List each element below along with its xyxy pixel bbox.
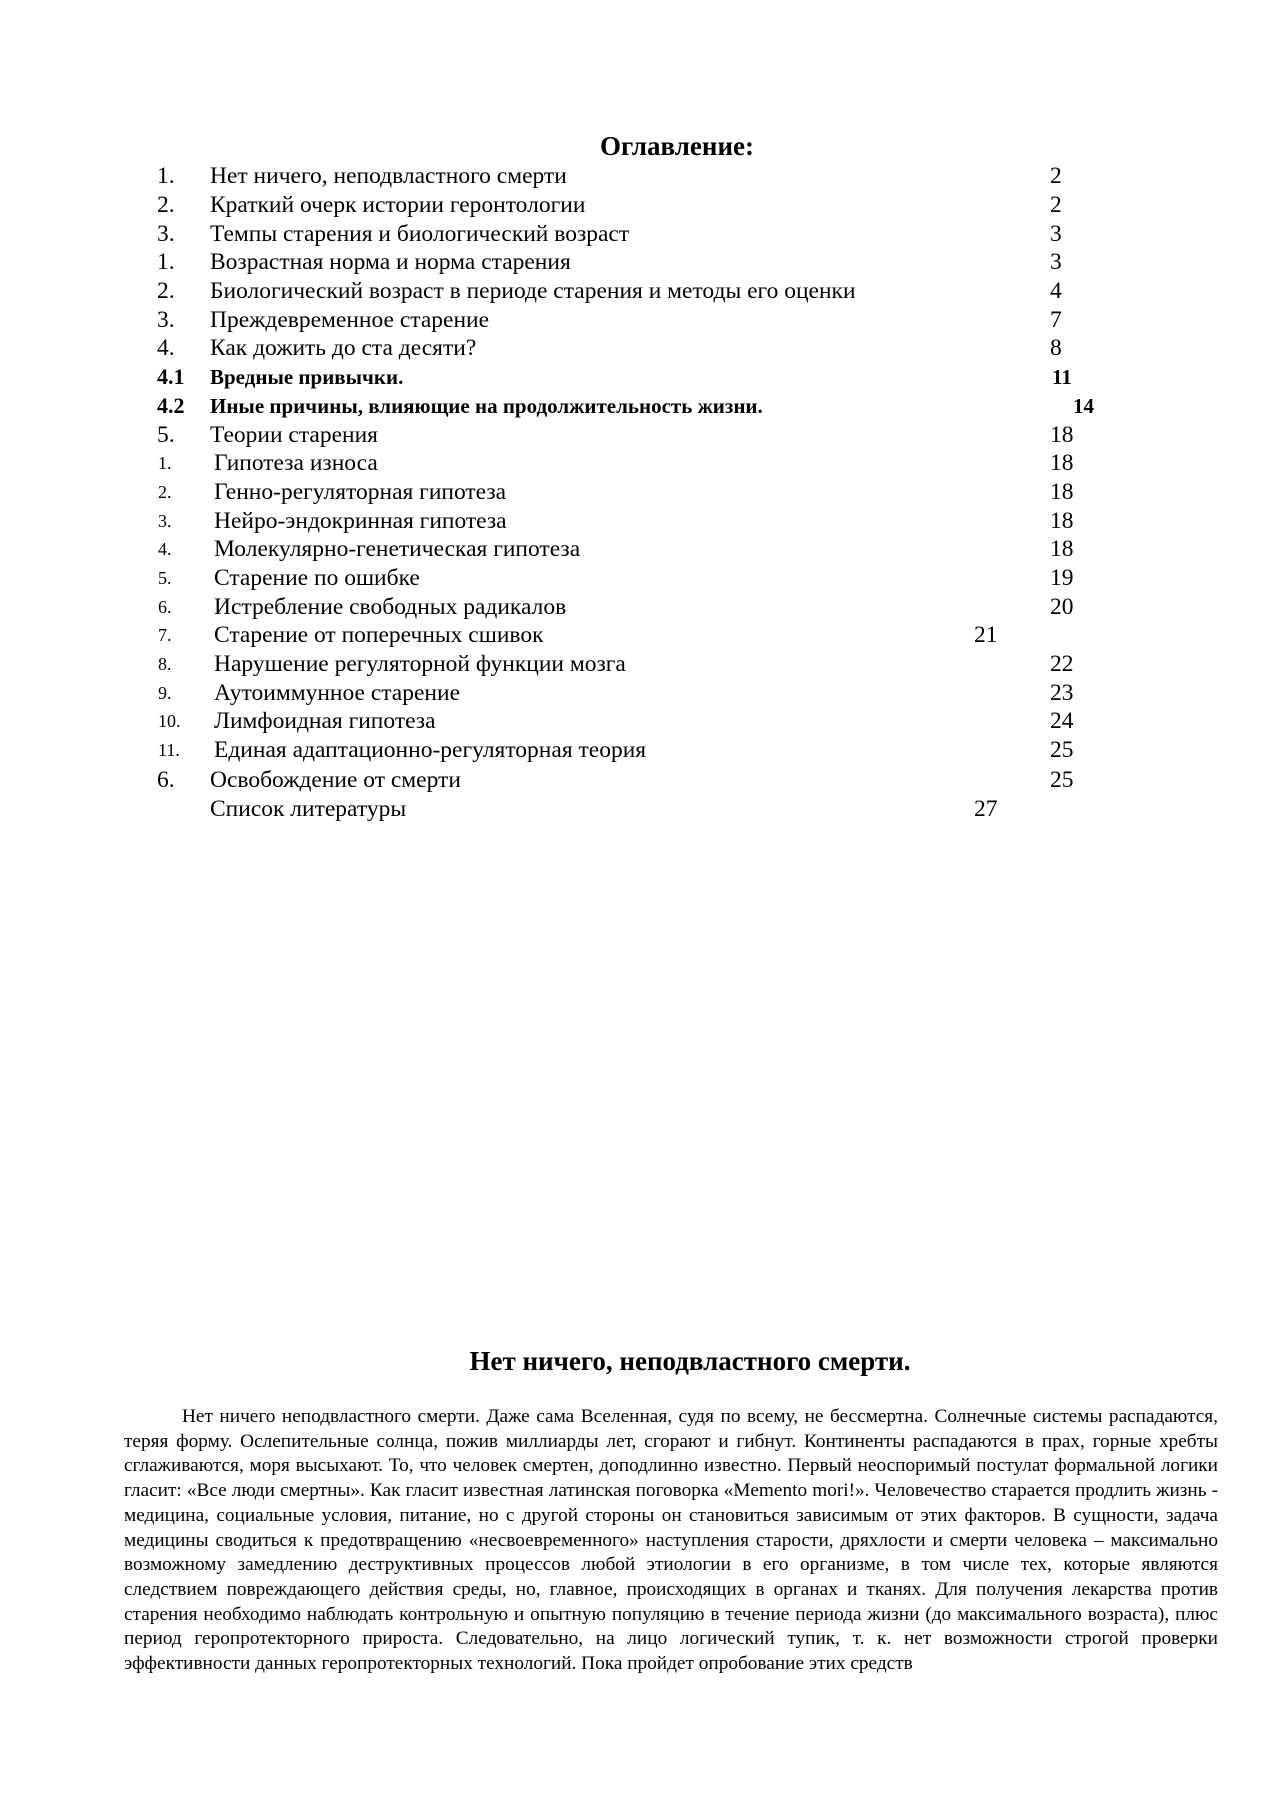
toc-entry-title: Нейро-эндокринная гипотеза [214, 508, 507, 534]
toc-entry-page: 2 [1050, 192, 1062, 218]
toc-entry-page: 3 [1050, 221, 1062, 247]
toc-entry-page: 22 [1050, 651, 1074, 677]
toc-entry-page: 3 [1050, 249, 1062, 275]
toc-entry-title: Возрастная норма и норма старения [210, 249, 571, 275]
toc-entry-title: Аутоиммунное старение [214, 680, 461, 706]
toc-entry-number: 7. [158, 625, 172, 645]
toc-entry-number: 2. [158, 482, 172, 502]
toc-entry-title: Освобождение от смерти [210, 767, 461, 793]
toc-entry-number: 4. [157, 335, 175, 361]
toc-entry-page: 27 [974, 796, 998, 822]
toc-entry-page: 7 [1050, 307, 1062, 333]
toc-entry-number: 6. [158, 597, 172, 617]
toc-entry-page: 18 [1050, 508, 1074, 534]
toc-entry-title: Список литературы [210, 796, 407, 822]
toc-entry-title: Старение от поперечных сшивок [214, 622, 544, 648]
toc-entry-page: 14 [1073, 394, 1094, 418]
toc-entry-number: 5. [157, 422, 175, 448]
toc-entry-number: 1. [157, 163, 175, 189]
toc-entry-title: Молекулярно-генетическая гипотеза [214, 536, 581, 562]
toc-entry-page: 2 [1050, 163, 1062, 189]
toc-entry-page: 18 [1050, 479, 1074, 505]
toc-entry-number: 3. [158, 511, 172, 531]
toc-entry-number: 9. [158, 683, 172, 703]
toc-entry-number: 10. [158, 711, 181, 731]
toc-entry-page: 18 [1050, 450, 1074, 476]
toc-entry-page: 24 [1050, 708, 1074, 734]
toc-entry-number: 1. [158, 453, 172, 473]
toc-entry-number: 2. [157, 278, 175, 304]
toc-entry-page: 4 [1050, 278, 1062, 304]
toc-entry-page: 25 [1050, 737, 1074, 763]
body-paragraph: Нет ничего неподвластного смерти. Даже сама Вселенная, судя по всему, не бессмертна. Солнечные системы распадаются, теряя форму. Ослепительные солнца, пожив миллиарды лет, сгорают и гибнут. Континенты распадаются в прах, горные хребты сглаживаются, моря высыхают. То, что человек смертен, доподлинно известно. Первый неоспоримый постулат формальной логики гласит: «Все люди смертны». Как гласит известная латинская поговорка «Memento mori!». Человечество старается продлить жизнь - медицина, социальные условия, питание, но с другой стороны он становиться зависимым от этих факторов. В сущности, задача медицины сводиться к предотвращению «несвоевременного» наступления старости, дряхлости и смерти человека – максимально возможному замедлению деструктивных процессов любой этиологии в его организме, в том числе тех, которые являются следствием повреждающего действия среды, но, главное, происходящих в органах и тканях. Для получения лекарства против старения необходимо наблюдать контрольную и опытную популяцию в течение периода жизни (до максимального возраста), плюс период геропротекторного прироста. Следовательно, на лицо логический тупик, т. к. нет возможности строгой проверки эффективности данных геропротекторных технологий. Пока пройдет опробование этих средств [124, 1406, 1218, 1675]
toc-entry-number: 5. [158, 568, 172, 588]
toc-entry-page: 23 [1050, 680, 1074, 706]
toc-entry-number: 3. [157, 307, 175, 333]
toc-entry-title: Гипотеза износа [214, 450, 378, 476]
toc-entry-title: Вредные привычки. [210, 365, 404, 389]
toc-entry-number: 6. [157, 767, 175, 793]
toc-entry-title: Старение по ошибке [214, 565, 420, 591]
toc-entry-title: Лимфоидная гипотеза [214, 708, 436, 734]
toc-entry-page: 11 [1052, 365, 1072, 389]
toc-entry-number: 4.2 [157, 393, 185, 418]
toc-entry-page: 8 [1050, 335, 1062, 361]
toc-entry-title: Генно-регуляторная гипотеза [214, 479, 507, 505]
toc-entry-number: 4.1 [157, 364, 185, 389]
toc-entry-title: Преждевременное старение [210, 307, 490, 333]
toc-entry-number: 4. [158, 539, 172, 559]
toc-entry-number: 2. [157, 192, 175, 218]
toc-entry-page: 21 [974, 622, 998, 648]
toc-entry-title: Истребление свободных радикалов [214, 594, 567, 620]
toc-entry-number: 11. [158, 740, 180, 760]
toc-entry-title: Нет ничего, неподвластного смерти [210, 163, 567, 189]
toc-entry-title: Единая адаптационно-регуляторная теория [214, 737, 647, 763]
toc-entry-title: Краткий очерк истории геронтологии [210, 192, 586, 218]
section-heading: Нет ничего, неподвластного смерти. [469, 1346, 911, 1376]
toc-entry-title: Теории старения [210, 422, 378, 448]
toc-entry-title: Нарушение регуляторной функции мозга [214, 651, 626, 677]
toc-entry-number: 1. [157, 249, 175, 275]
toc-entry-number: 3. [157, 221, 175, 247]
toc-entry-title: Биологический возраст в периоде старения и методы его оценки [210, 278, 856, 304]
toc-entry-title: Иные причины, влияющие на продолжительность жизни. [210, 394, 763, 418]
toc-entry-page: 18 [1050, 422, 1074, 448]
toc-entry-page: 25 [1050, 767, 1074, 793]
toc-entry-page: 20 [1050, 594, 1074, 620]
toc-entry-page: 19 [1050, 565, 1074, 591]
toc-entry-title: Темпы старения и биологический возраст [210, 221, 630, 247]
toc-entry-number: 8. [158, 654, 172, 674]
toc-entry-page: 18 [1050, 536, 1074, 562]
toc-entry-title: Как дожить до ста десяти? [210, 335, 477, 361]
toc-title: Оглавление: [600, 131, 754, 161]
